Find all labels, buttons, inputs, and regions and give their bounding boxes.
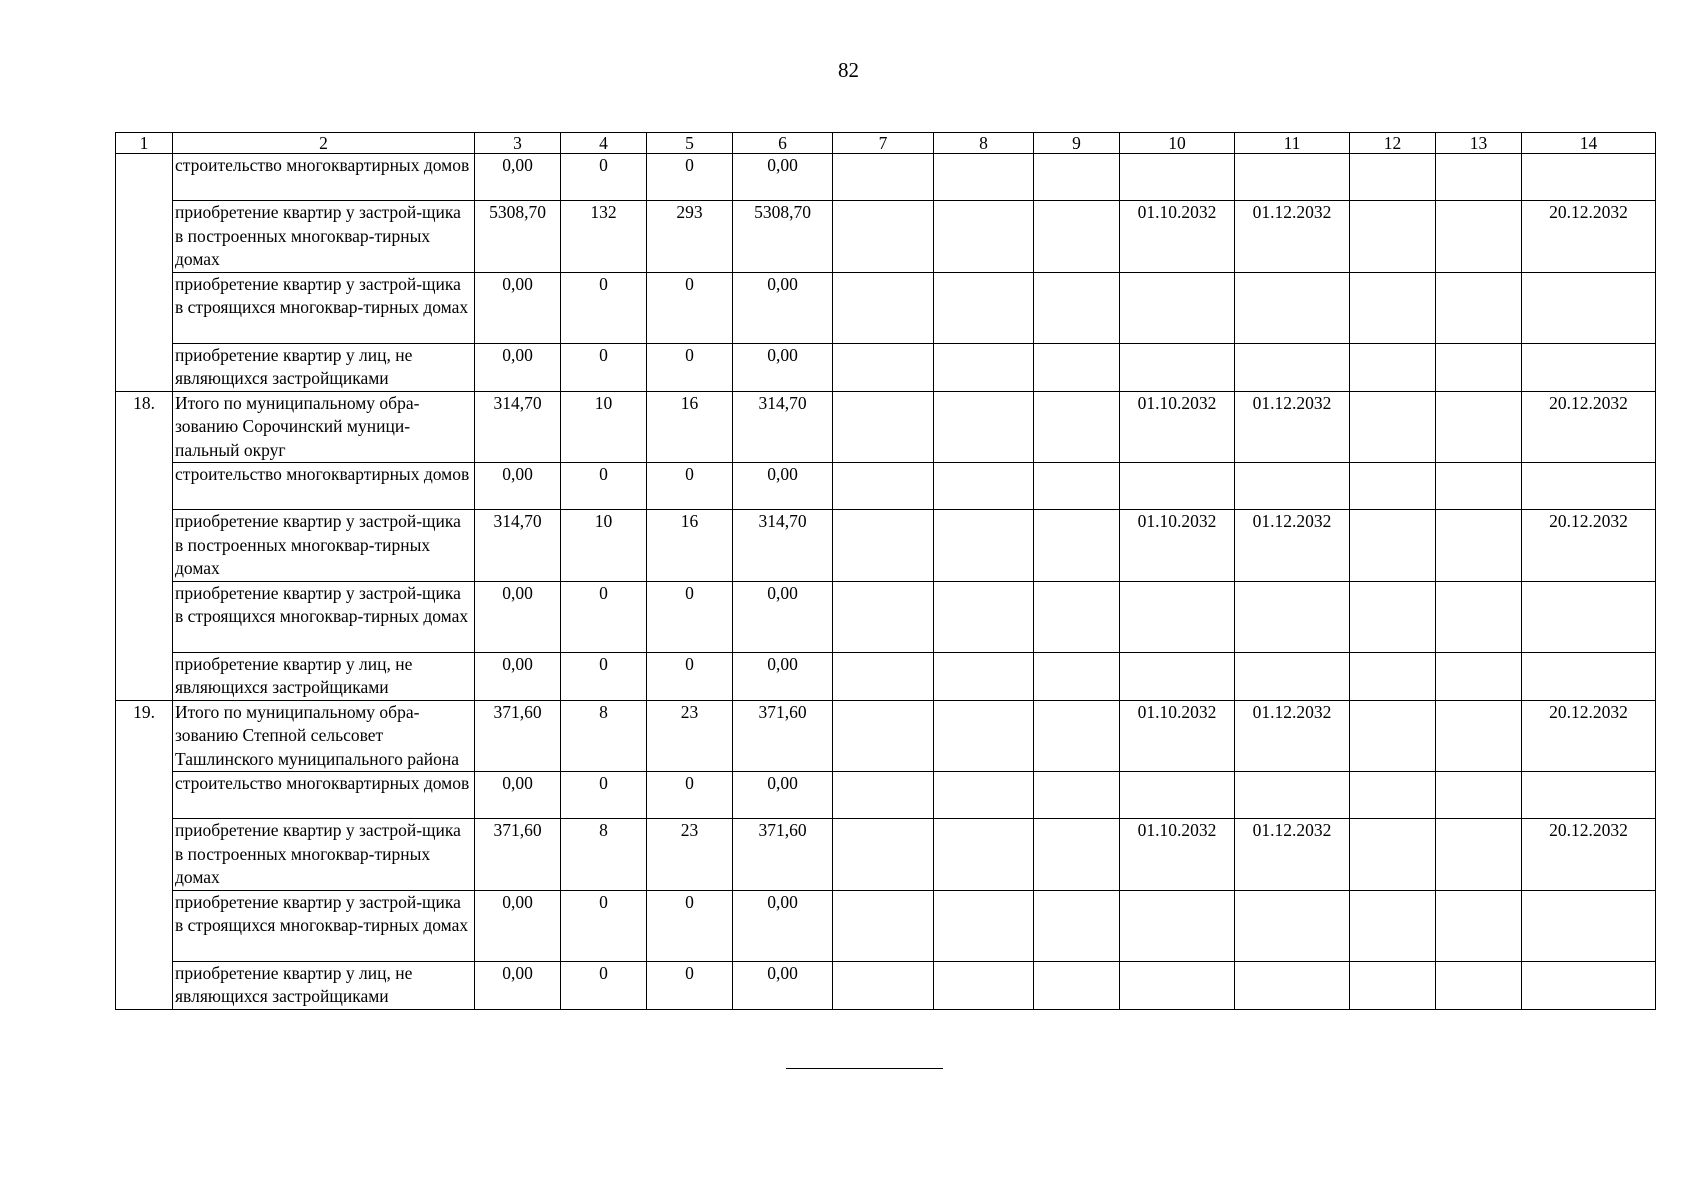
cell-c9 bbox=[1034, 819, 1120, 891]
cell-c8 bbox=[934, 510, 1034, 582]
group-index bbox=[116, 154, 173, 392]
table-row bbox=[116, 272, 1656, 343]
cell-c14 bbox=[1522, 772, 1656, 819]
table-header bbox=[116, 133, 1656, 154]
cell-c5: 0 bbox=[647, 154, 733, 201]
cell-c7 bbox=[833, 201, 934, 273]
cell-c14 bbox=[1522, 463, 1656, 510]
cell-c14 bbox=[1522, 652, 1656, 700]
cell-c8 bbox=[934, 343, 1034, 391]
cell-c6: 0,00 bbox=[733, 343, 833, 391]
cell-c10 bbox=[1120, 581, 1235, 652]
cell-c4: 132 bbox=[561, 201, 647, 273]
row-name: Итого по муниципальному обра-зованию Сорочинский муници-пальный округ bbox=[173, 391, 475, 463]
cell-c9 bbox=[1034, 272, 1120, 343]
cell-c3: 314,70 bbox=[475, 510, 561, 582]
cell-c6: 0,00 bbox=[733, 154, 833, 201]
cell-c10: 01.10.2032 bbox=[1120, 819, 1235, 891]
group-index: 18. bbox=[116, 391, 173, 700]
table-row bbox=[116, 463, 1656, 510]
cell-c13 bbox=[1436, 272, 1522, 343]
cell-c6: 314,70 bbox=[733, 510, 833, 582]
cell-c13 bbox=[1436, 343, 1522, 391]
cell-c5: 0 bbox=[647, 581, 733, 652]
column-header: 13 bbox=[1436, 133, 1522, 154]
cell-c14 bbox=[1522, 581, 1656, 652]
cell-c12 bbox=[1350, 581, 1436, 652]
cell-c13 bbox=[1436, 890, 1522, 961]
cell-c3: 371,60 bbox=[475, 700, 561, 772]
row-name: приобретение квартир у застрой-щика в построенных многоквар-тирных домах bbox=[173, 510, 475, 582]
cell-c6: 0,00 bbox=[733, 581, 833, 652]
cell-c13 bbox=[1436, 961, 1522, 1009]
cell-c12 bbox=[1350, 890, 1436, 961]
cell-c8 bbox=[934, 700, 1034, 772]
cell-c11: 01.12.2032 bbox=[1235, 700, 1350, 772]
cell-c3: 0,00 bbox=[475, 343, 561, 391]
cell-c6: 0,00 bbox=[733, 463, 833, 510]
cell-c9 bbox=[1034, 890, 1120, 961]
cell-c9 bbox=[1034, 961, 1120, 1009]
cell-c5: 23 bbox=[647, 700, 733, 772]
cell-c11 bbox=[1235, 154, 1350, 201]
cell-c7 bbox=[833, 391, 934, 463]
cell-c11 bbox=[1235, 961, 1350, 1009]
cell-c12 bbox=[1350, 154, 1436, 201]
column-header: 3 bbox=[475, 133, 561, 154]
cell-c7 bbox=[833, 510, 934, 582]
cell-c3: 5308,70 bbox=[475, 201, 561, 273]
cell-c9 bbox=[1034, 201, 1120, 273]
cell-c8 bbox=[934, 961, 1034, 1009]
row-name: приобретение квартир у лиц, не являющихся застройщиками bbox=[173, 652, 475, 700]
cell-c8 bbox=[934, 391, 1034, 463]
cell-c10: 01.10.2032 bbox=[1120, 201, 1235, 273]
cell-c3: 0,00 bbox=[475, 154, 561, 201]
cell-c8 bbox=[934, 272, 1034, 343]
cell-c13 bbox=[1436, 772, 1522, 819]
cell-c6: 314,70 bbox=[733, 391, 833, 463]
cell-c7 bbox=[833, 343, 934, 391]
cell-c14 bbox=[1522, 961, 1656, 1009]
cell-c4: 0 bbox=[561, 961, 647, 1009]
table-row bbox=[116, 343, 1656, 391]
cell-c11 bbox=[1235, 652, 1350, 700]
row-name: строительство многоквартирных домов bbox=[173, 154, 475, 201]
cell-c12 bbox=[1350, 343, 1436, 391]
row-name: приобретение квартир у застрой-щика в построенных многоквар-тирных домах bbox=[173, 819, 475, 891]
cell-c14: 20.12.2032 bbox=[1522, 201, 1656, 273]
row-name: строительство многоквартирных домов bbox=[173, 772, 475, 819]
cell-c8 bbox=[934, 890, 1034, 961]
cell-c11 bbox=[1235, 463, 1350, 510]
table-body bbox=[116, 154, 1656, 1010]
cell-c5: 16 bbox=[647, 510, 733, 582]
cell-c11: 01.12.2032 bbox=[1235, 510, 1350, 582]
cell-c3: 0,00 bbox=[475, 890, 561, 961]
cell-c7 bbox=[833, 961, 934, 1009]
cell-c8 bbox=[934, 772, 1034, 819]
cell-c11 bbox=[1235, 343, 1350, 391]
row-name: приобретение квартир у застрой-щика в построенных многоквар-тирных домах bbox=[173, 201, 475, 273]
cell-c4: 8 bbox=[561, 819, 647, 891]
cell-c11 bbox=[1235, 272, 1350, 343]
cell-c9 bbox=[1034, 391, 1120, 463]
column-header: 6 bbox=[733, 133, 833, 154]
group-index: 19. bbox=[116, 700, 173, 1009]
table-row bbox=[116, 961, 1656, 1009]
cell-c8 bbox=[934, 581, 1034, 652]
cell-c12 bbox=[1350, 819, 1436, 891]
cell-c8 bbox=[934, 819, 1034, 891]
cell-c6: 5308,70 bbox=[733, 201, 833, 273]
table-row bbox=[116, 154, 1656, 201]
cell-c9 bbox=[1034, 463, 1120, 510]
cell-c7 bbox=[833, 272, 934, 343]
cell-c12 bbox=[1350, 201, 1436, 273]
column-header: 10 bbox=[1120, 133, 1235, 154]
cell-c9 bbox=[1034, 510, 1120, 582]
cell-c3: 371,60 bbox=[475, 819, 561, 891]
cell-c10 bbox=[1120, 343, 1235, 391]
cell-c8 bbox=[934, 154, 1034, 201]
cell-c5: 0 bbox=[647, 961, 733, 1009]
cell-c7 bbox=[833, 819, 934, 891]
cell-c10 bbox=[1120, 154, 1235, 201]
cell-c4: 0 bbox=[561, 463, 647, 510]
row-name: приобретение квартир у застрой-щика в строящихся многоквар-тирных домах bbox=[173, 272, 475, 343]
cell-c8 bbox=[934, 201, 1034, 273]
cell-c13 bbox=[1436, 652, 1522, 700]
table-row bbox=[116, 201, 1656, 273]
cell-c14: 20.12.2032 bbox=[1522, 819, 1656, 891]
cell-c13 bbox=[1436, 201, 1522, 273]
cell-c14 bbox=[1522, 890, 1656, 961]
cell-c12 bbox=[1350, 463, 1436, 510]
cell-c10 bbox=[1120, 463, 1235, 510]
cell-c6: 371,60 bbox=[733, 819, 833, 891]
cell-c3: 0,00 bbox=[475, 463, 561, 510]
table-row bbox=[116, 819, 1656, 891]
cell-c9 bbox=[1034, 652, 1120, 700]
cell-c12 bbox=[1350, 961, 1436, 1009]
cell-c11: 01.12.2032 bbox=[1235, 391, 1350, 463]
row-name: приобретение квартир у лиц, не являющихся застройщиками bbox=[173, 343, 475, 391]
cell-c9 bbox=[1034, 154, 1120, 201]
cell-c5: 16 bbox=[647, 391, 733, 463]
cell-c7 bbox=[833, 652, 934, 700]
cell-c10: 01.10.2032 bbox=[1120, 510, 1235, 582]
cell-c9 bbox=[1034, 343, 1120, 391]
cell-c13 bbox=[1436, 581, 1522, 652]
cell-c10: 01.10.2032 bbox=[1120, 391, 1235, 463]
cell-c4: 0 bbox=[561, 772, 647, 819]
cell-c11: 01.12.2032 bbox=[1235, 201, 1350, 273]
row-name: приобретение квартир у лиц, не являющихся застройщиками bbox=[173, 961, 475, 1009]
cell-c9 bbox=[1034, 581, 1120, 652]
table-row bbox=[116, 510, 1656, 582]
cell-c14: 20.12.2032 bbox=[1522, 510, 1656, 582]
table-row bbox=[116, 772, 1656, 819]
cell-c6: 0,00 bbox=[733, 890, 833, 961]
cell-c7 bbox=[833, 890, 934, 961]
page-number: 82 bbox=[838, 58, 859, 82]
table-row bbox=[116, 581, 1656, 652]
column-header: 14 bbox=[1522, 133, 1656, 154]
cell-c3: 314,70 bbox=[475, 391, 561, 463]
cell-c14 bbox=[1522, 343, 1656, 391]
cell-c4: 10 bbox=[561, 391, 647, 463]
cell-c10: 01.10.2032 bbox=[1120, 700, 1235, 772]
cell-c14: 20.12.2032 bbox=[1522, 700, 1656, 772]
cell-c4: 0 bbox=[561, 890, 647, 961]
cell-c8 bbox=[934, 652, 1034, 700]
cell-c6: 0,00 bbox=[733, 652, 833, 700]
cell-c3: 0,00 bbox=[475, 581, 561, 652]
cell-c3: 0,00 bbox=[475, 961, 561, 1009]
cell-c5: 293 bbox=[647, 201, 733, 273]
cell-c7 bbox=[833, 772, 934, 819]
cell-c4: 10 bbox=[561, 510, 647, 582]
cell-c14 bbox=[1522, 154, 1656, 201]
table-row bbox=[116, 652, 1656, 700]
cell-c13 bbox=[1436, 510, 1522, 582]
cell-c6: 371,60 bbox=[733, 700, 833, 772]
cell-c11 bbox=[1235, 890, 1350, 961]
cell-c3: 0,00 bbox=[475, 272, 561, 343]
column-header: 2 bbox=[173, 133, 475, 154]
column-header: 5 bbox=[647, 133, 733, 154]
cell-c14 bbox=[1522, 272, 1656, 343]
cell-c4: 8 bbox=[561, 700, 647, 772]
cell-c5: 0 bbox=[647, 772, 733, 819]
cell-c6: 0,00 bbox=[733, 961, 833, 1009]
cell-c4: 0 bbox=[561, 343, 647, 391]
cell-c6: 0,00 bbox=[733, 272, 833, 343]
row-name: приобретение квартир у застрой-щика в строящихся многоквар-тирных домах bbox=[173, 890, 475, 961]
cell-c12 bbox=[1350, 272, 1436, 343]
column-header: 8 bbox=[934, 133, 1034, 154]
cell-c13 bbox=[1436, 819, 1522, 891]
cell-c7 bbox=[833, 581, 934, 652]
cell-c8 bbox=[934, 463, 1034, 510]
cell-c3: 0,00 bbox=[475, 652, 561, 700]
table-row bbox=[116, 890, 1656, 961]
cell-c11 bbox=[1235, 581, 1350, 652]
column-header: 4 bbox=[561, 133, 647, 154]
data-table bbox=[115, 132, 1656, 1010]
cell-c7 bbox=[833, 463, 934, 510]
cell-c12 bbox=[1350, 652, 1436, 700]
cell-c13 bbox=[1436, 700, 1522, 772]
cell-c5: 0 bbox=[647, 272, 733, 343]
cell-c4: 0 bbox=[561, 652, 647, 700]
cell-c5: 0 bbox=[647, 652, 733, 700]
cell-c5: 0 bbox=[647, 343, 733, 391]
footnote-separator bbox=[786, 1068, 943, 1069]
cell-c5: 0 bbox=[647, 463, 733, 510]
cell-c11 bbox=[1235, 772, 1350, 819]
cell-c9 bbox=[1034, 772, 1120, 819]
cell-c6: 0,00 bbox=[733, 772, 833, 819]
cell-c10 bbox=[1120, 772, 1235, 819]
row-name: Итого по муниципальному обра-зованию Степной сельсовет Ташлинского муниципального района bbox=[173, 700, 475, 772]
cell-c10 bbox=[1120, 961, 1235, 1009]
column-header: 7 bbox=[833, 133, 934, 154]
cell-c14: 20.12.2032 bbox=[1522, 391, 1656, 463]
table-row bbox=[116, 391, 1656, 463]
cell-c12 bbox=[1350, 391, 1436, 463]
cell-c10 bbox=[1120, 272, 1235, 343]
cell-c12 bbox=[1350, 772, 1436, 819]
row-name: приобретение квартир у застрой-щика в строящихся многоквар-тирных домах bbox=[173, 581, 475, 652]
cell-c13 bbox=[1436, 391, 1522, 463]
cell-c7 bbox=[833, 154, 934, 201]
cell-c13 bbox=[1436, 154, 1522, 201]
cell-c3: 0,00 bbox=[475, 772, 561, 819]
column-header: 11 bbox=[1235, 133, 1350, 154]
table-row bbox=[116, 700, 1656, 772]
column-header: 1 bbox=[116, 133, 173, 154]
header-row bbox=[116, 133, 1656, 154]
column-header: 12 bbox=[1350, 133, 1436, 154]
cell-c4: 0 bbox=[561, 154, 647, 201]
cell-c10 bbox=[1120, 652, 1235, 700]
cell-c12 bbox=[1350, 510, 1436, 582]
cell-c5: 0 bbox=[647, 890, 733, 961]
cell-c9 bbox=[1034, 700, 1120, 772]
cell-c12 bbox=[1350, 700, 1436, 772]
cell-c4: 0 bbox=[561, 581, 647, 652]
cell-c4: 0 bbox=[561, 272, 647, 343]
cell-c7 bbox=[833, 700, 934, 772]
row-name: строительство многоквартирных домов bbox=[173, 463, 475, 510]
cell-c13 bbox=[1436, 463, 1522, 510]
column-header: 9 bbox=[1034, 133, 1120, 154]
cell-c10 bbox=[1120, 890, 1235, 961]
cell-c11: 01.12.2032 bbox=[1235, 819, 1350, 891]
cell-c5: 23 bbox=[647, 819, 733, 891]
